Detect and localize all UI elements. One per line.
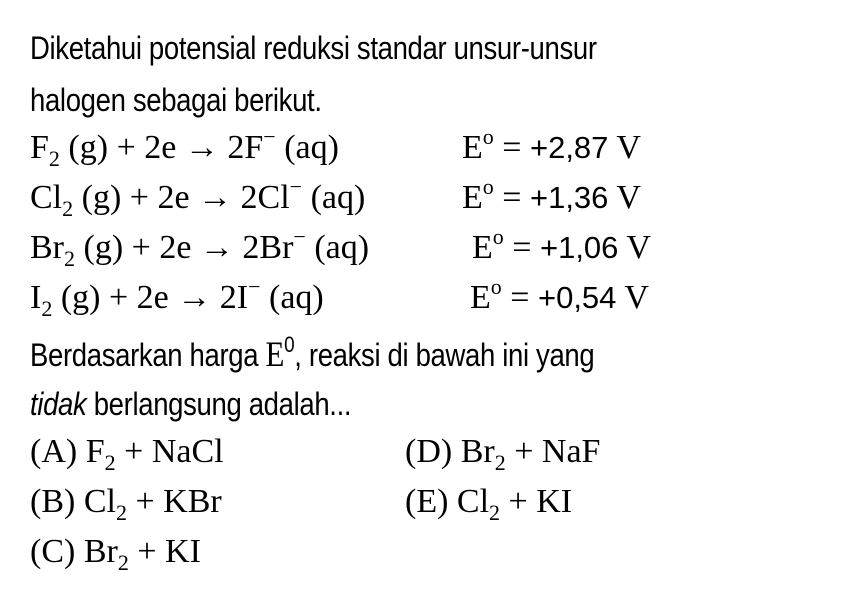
reaction-equation: $Cl_2$ (g) + 2e → 2Cl− (aq) — [30, 174, 366, 221]
question-line-2: tidak berlangsung adalah... — [30, 386, 352, 422]
option-c[interactable]: (C) $Br_2$ + KI — [30, 533, 201, 575]
option-e[interactable]: (E) $Cl_2$ + KI — [405, 483, 573, 525]
option-b[interactable]: (B) $Cl_2$ + KBr — [30, 483, 222, 525]
option-a[interactable]: (A) $F_2$ + NaCl — [30, 433, 224, 475]
standard-potential: $E^o = +1,36$ V — [462, 174, 641, 216]
intro-line-1: Diketahui potensial reduksi standar unsur-unsur — [30, 30, 597, 66]
standard-potential: $E^o = +1,06$ V — [472, 224, 651, 266]
standard-potential: $E^o = +2,87$ V — [462, 124, 641, 166]
reaction-equation: $I_2$ (g) + 2e → 2I− (aq) — [30, 274, 324, 321]
option-d[interactable]: (D) $Br_2$ + NaF — [405, 433, 601, 475]
intro-line-2: halogen sebagai berikut. — [30, 82, 322, 118]
emphasis-tidak: tidak — [30, 386, 87, 422]
standard-potential: $E^o = +0,54$ V — [470, 274, 649, 316]
question-line-1: Berdasarkan harga $E^0$, reaksi di bawah ini yang — [30, 332, 595, 374]
reaction-equation: $F_2$ (g) + 2e → 2F− (aq) — [30, 124, 339, 171]
reaction-equation: $Br_2$ (g) + 2e → 2Br− (aq) — [30, 224, 370, 271]
